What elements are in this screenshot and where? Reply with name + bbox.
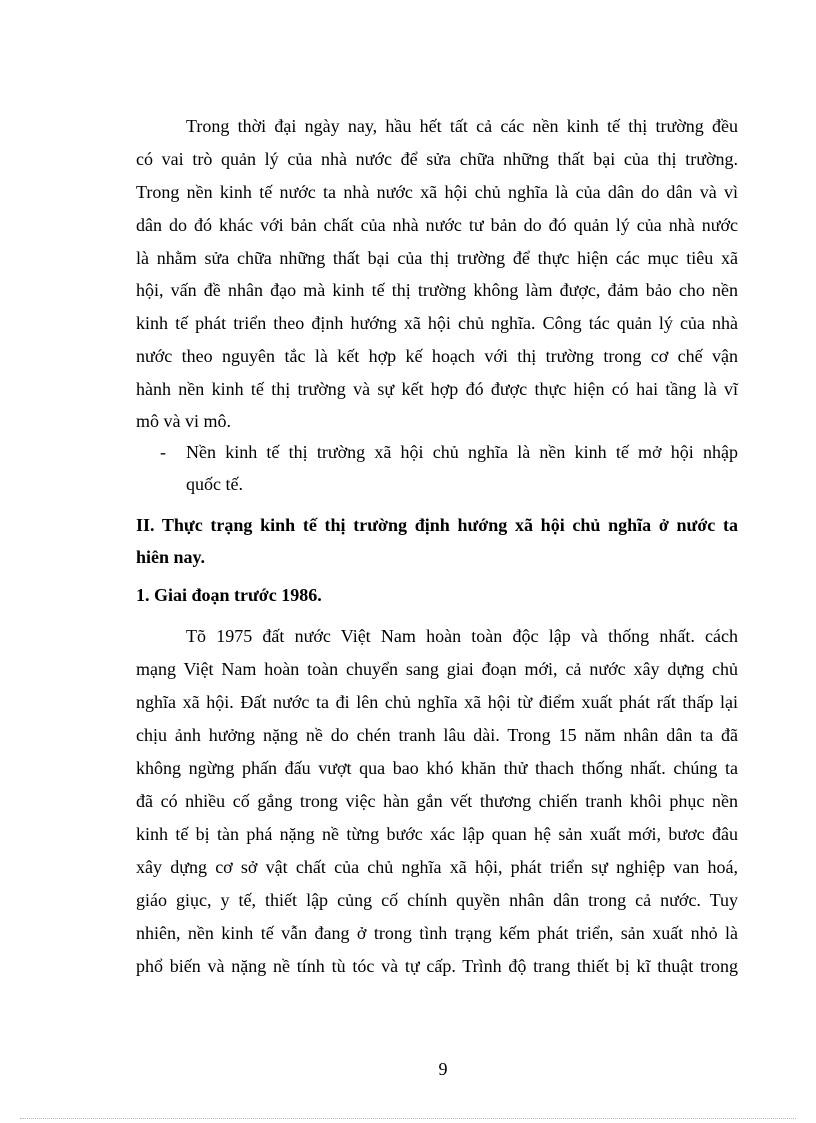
page-bottom-divider	[20, 1118, 796, 1119]
section-heading: hiên nay.	[136, 547, 206, 567]
paragraph-line: nghĩa xã hội. Đất nước ta đi lên chủ nghĩa xã hội từ điểm xuất phát rất thấp lại	[136, 692, 738, 712]
paragraph-line: nhiên, nền kinh tế vẫn đang ở trong tình trạng kếm phát triển, sản xuất nhỏ là	[136, 923, 738, 943]
paragraph-line: đã có nhiều cố gắng trong việc hàn gắn vết thương chiến tranh khôi phục nền	[136, 791, 738, 811]
paragraph-line: dân do đó khác với bản chất của nhà nước tư bản do đó quản lý của nhà nước	[136, 215, 738, 235]
paragraph-line: mạng Việt Nam hoàn toàn chuyển sang giai đoạn mới, cả nước xây dựng chủ	[136, 659, 738, 679]
paragraph-line: chịu ảnh hưởng nặng nề do chén tranh lâu dài. Trong 15 năm nhân dân ta đã	[136, 725, 738, 745]
subsection-heading: 1. Giai đoạn trước 1986.	[136, 585, 322, 605]
paragraph-line: kinh tế phát triển theo định hướng xã hội chủ nghĩa. Công tác quản lý của nhà	[136, 313, 738, 333]
page-number: 9	[438, 1059, 448, 1079]
paragraph-line: nước theo nguyên tắc là kết hợp kế hoạch với thị trường trong cơ chế vận	[136, 346, 738, 366]
paragraph-line: không ngừng phấn đấu vượt qua bao khó khăn thử thach thống nhất. chúng ta	[136, 758, 738, 778]
paragraph-line: kinh tế bị tàn phá nặng nề từng bước xác lập quan hệ sản xuất mới, bươc đâu	[136, 824, 738, 844]
paragraph-line: mô và vi mô.	[136, 411, 231, 431]
paragraph-line: hành nền kinh tế thị trường và sự kết hợp đó được thực hiện có hai tầng là vĩ	[136, 379, 738, 399]
paragraph-line: phổ biến và nặng nề tính tù tóc và tự cấp. Trình độ trang thiết bị kĩ thuật trong	[136, 956, 738, 976]
paragraph-line: Tõ 1975 đất nước Việt Nam hoàn toàn độc lập và thống nhất. cách	[186, 626, 738, 646]
paragraph-line: giáo giục, y tế, thiết lập củng cố chính quyền nhân dân trong cả nước. Tuy	[136, 890, 738, 910]
paragraph-line: Trong nền kinh tế nước ta nhà nước xã hội chủ nghĩa là của dân do dân và vì	[136, 182, 738, 202]
paragraph-line: có vai trò quản lý của nhà nước để sửa chữa những thất bại của thị trường.	[136, 149, 738, 169]
paragraph-line: hội, vấn đề nhân đạo mà kinh tế thị trường không làm được, đảm bảo cho nền	[136, 280, 738, 300]
paragraph-line: là nhằm sửa chữa những thất bại của thị trường để thực hiện các mục tiêu xã	[136, 248, 738, 268]
bullet-line: Nền kinh tế thị trường xã hội chủ nghĩa là nền kinh tế mở hội nhập	[186, 442, 738, 462]
bullet-line: quốc tế.	[186, 474, 243, 494]
paragraph-line: xây dựng cơ sở vật chất của chủ nghĩa xã hội, phát triển sự nghiệp van hoá,	[136, 857, 738, 877]
bullet-marker: -	[160, 442, 166, 462]
section-heading: II. Thực trạng kinh tế thị trường định hướng xã hội chủ nghĩa ở nước ta	[136, 515, 738, 535]
paragraph-line: Trong thời đại ngày nay, hầu hết tất cả các nền kinh tế thị trường đều	[186, 116, 738, 136]
